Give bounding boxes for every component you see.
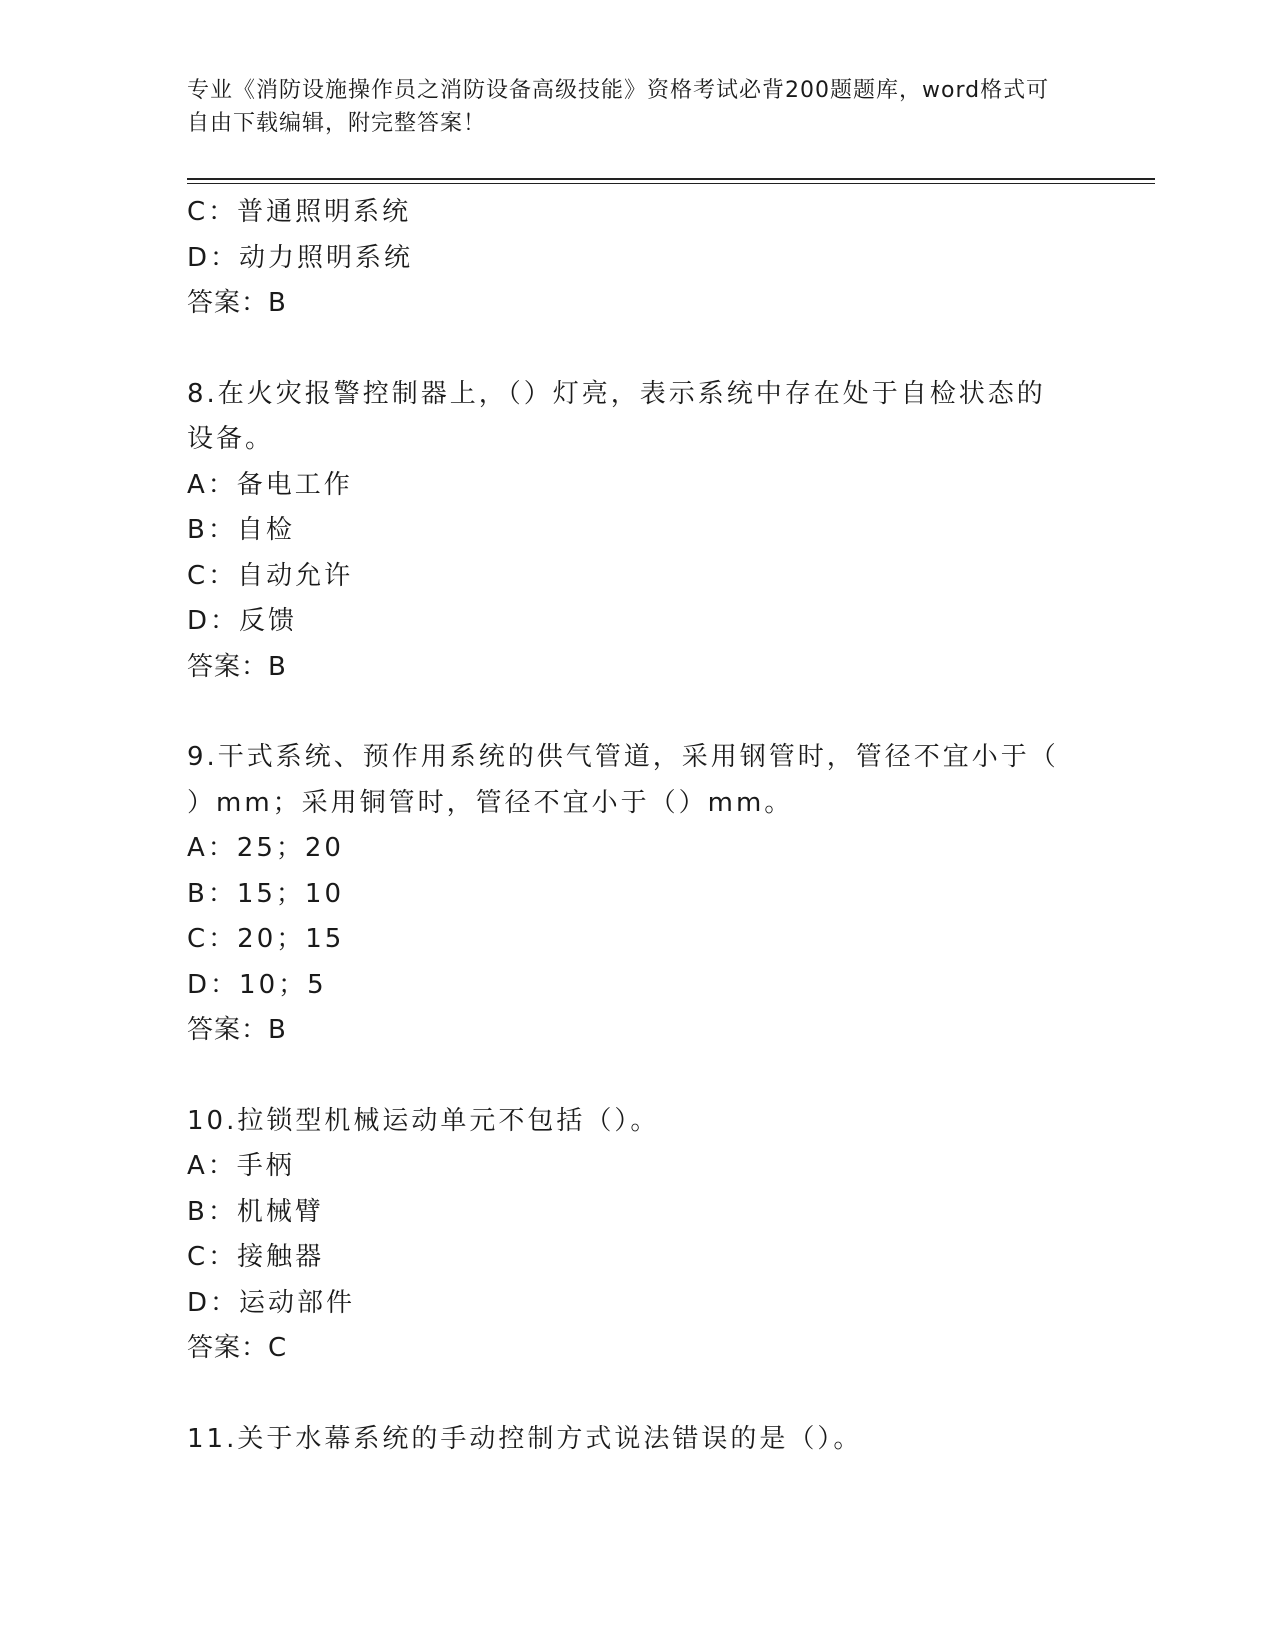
question-9	[187, 735, 1087, 1054]
question-11	[187, 1417, 1087, 1463]
question-stem: 11.关于水幕系统的手动控制方式说法错误的是（）。	[187, 1423, 863, 1454]
option-d: D：动力照明系统	[187, 242, 414, 273]
answer: 答案：B	[187, 651, 287, 682]
question-stem: 8.在火灾报警控制器上，（）灯亮，表示系统中存在处于自检状态的	[187, 378, 1046, 409]
answer: 答案：B	[187, 1015, 287, 1045]
header-text: 专业《消防设施操作员之消防设备高级技能》资格考试必背200题题库，word格式可自由下载编辑，附完整答案！	[187, 78, 1050, 136]
option-d: D：运动部件	[187, 1287, 356, 1318]
option-c: C：20；15	[187, 924, 345, 954]
question-8	[187, 372, 1087, 691]
question-stem: ）mm；采用铜管时，管径不宜小于（）mm。	[187, 787, 794, 818]
question-stem: 9.干式系统、预作用系统的供气管道，采用钢管时，管径不宜小于（	[187, 742, 1059, 772]
option-a: A：手柄	[187, 1151, 295, 1181]
option-b: B：自检	[187, 515, 295, 545]
question-list	[187, 190, 1087, 1462]
option-a: A：25；20	[187, 833, 344, 863]
answer: 答案：C	[187, 1333, 288, 1363]
question-stem: 10.拉锁型机械运动单元不包括（）。	[187, 1105, 660, 1136]
option-a: A：备电工作	[187, 469, 353, 500]
option-c: C：接触器	[187, 1242, 325, 1272]
question-10	[187, 1099, 1087, 1372]
answer: 答案：B	[187, 288, 287, 318]
option-d: D：10；5	[187, 969, 327, 1000]
option-c: C：普通照明系统	[187, 197, 412, 227]
option-b: B：15；10	[187, 878, 345, 909]
document-header	[187, 74, 1067, 140]
question-7-tail	[187, 190, 1087, 327]
question-stem: 设备。	[187, 424, 275, 454]
header-divider	[187, 178, 1155, 184]
option-b: B：机械臂	[187, 1196, 324, 1227]
option-d: D：反馈	[187, 606, 298, 636]
option-c: C：自动允许	[187, 560, 354, 591]
